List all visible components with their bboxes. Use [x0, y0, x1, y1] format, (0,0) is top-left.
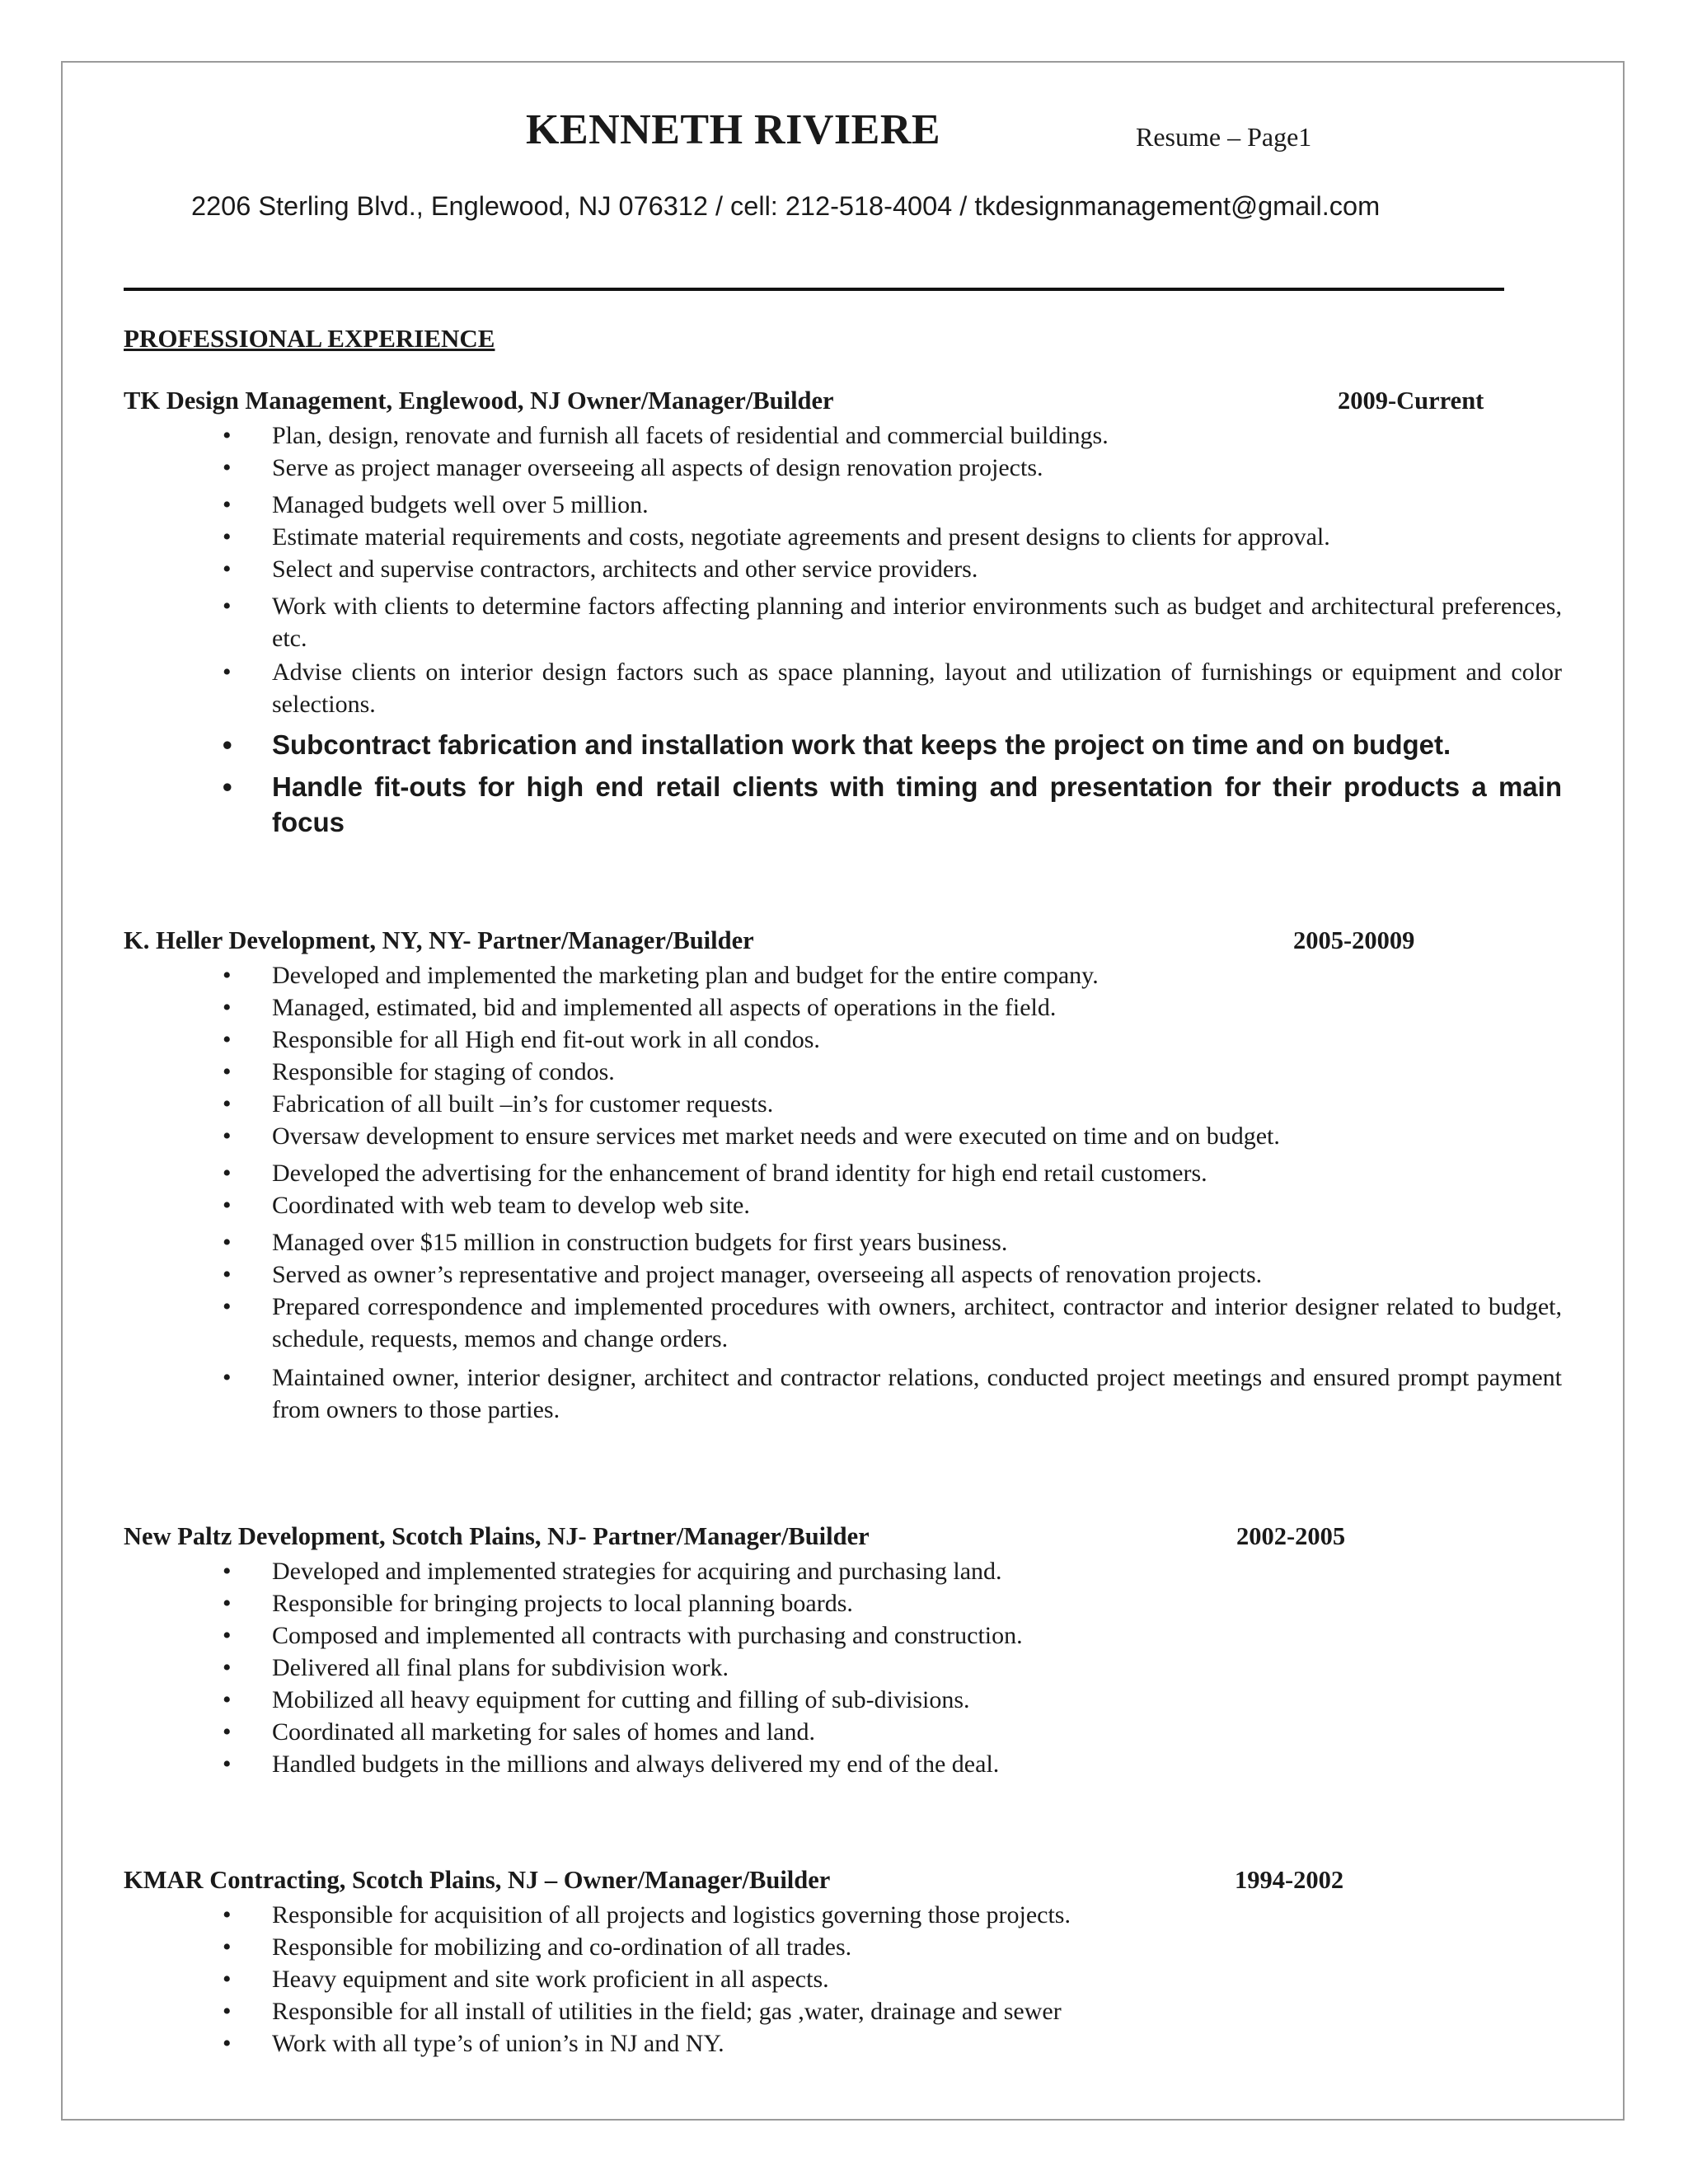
bullet-icon: •	[223, 1933, 232, 1961]
job-header	[124, 926, 1562, 959]
bullet-icon: •	[223, 658, 232, 686]
bullet-icon: •	[223, 1026, 232, 1053]
bullet-item: • Fabrication of all built –in’s for customer requests.	[124, 1088, 1562, 1120]
job-title: KMAR Contracting, Scotch Plains, NJ – Owner/Manager/Builder	[124, 1866, 831, 1894]
bullet-item: • Oversaw development to ensure services met market needs and were executed on time and on budget.	[124, 1120, 1562, 1152]
bullet-item: • Subcontract fabrication and installation work that keeps the project on time and on budget.	[124, 727, 1562, 762]
bullet-item: • Coordinated all marketing for sales of homes and land.	[124, 1716, 1562, 1748]
bullet-item: • Responsible for staging of condos.	[124, 1056, 1562, 1088]
bullet-icon: •	[223, 491, 232, 518]
bullet-item: • Developed and implemented strategies for acquiring and purchasing land.	[124, 1555, 1562, 1587]
bullet-list	[124, 959, 1562, 1426]
bullet-icon: •	[223, 994, 232, 1021]
bullet-item: • Composed and implemented all contracts with purchasing and construction.	[124, 1619, 1562, 1652]
job-title: K. Heller Development, NY, NY- Partner/Manager/Builder	[124, 926, 754, 954]
bullet-list	[124, 1555, 1562, 1780]
job-header	[124, 1866, 1562, 1899]
job-entry	[124, 1866, 1562, 2060]
job-entry	[124, 1522, 1562, 1780]
bullet-item: • Plan, design, renovate and furnish all facets of residential and commercial buildings.	[124, 419, 1562, 452]
bullet-icon: •	[223, 593, 232, 620]
bullet-item: • Managed budgets well over 5 million.	[124, 489, 1562, 521]
bullet-icon: •	[223, 555, 232, 583]
job-header	[124, 1522, 1562, 1555]
bullet-icon: •	[223, 422, 232, 449]
header-divider	[124, 288, 1504, 291]
bullet-icon: •	[223, 1590, 232, 1617]
bullet-item: • Delivered all final plans for subdivision work.	[124, 1652, 1562, 1684]
contact-line: 2206 Sterling Blvd., Englewood, NJ 076312 / cell: 212-518-4004 / tkdesignmanagement@gmail.com	[191, 191, 1381, 221]
bullet-icon: •	[223, 1966, 232, 1993]
job-dates: 2002-2005	[1236, 1522, 1346, 1550]
bullet-item: • Mobilized all heavy equipment for cutting and filling of sub-divisions.	[124, 1684, 1562, 1716]
bullet-list	[124, 1899, 1562, 2060]
bullet-item: • Managed, estimated, bid and implemented all aspects of operations in the field.	[124, 991, 1562, 1024]
bullet-icon: •	[223, 729, 232, 760]
bullet-icon: •	[223, 1122, 232, 1150]
bullet-icon: •	[223, 1364, 232, 1391]
bullet-item: • Prepared correspondence and implemented procedures with owners, architect, contractor and interior designer related to budget, schedule, requests, memos and change orders.	[124, 1291, 1562, 1355]
bullet-icon: •	[223, 1622, 232, 1649]
bullet-item: • Work with clients to determine factors affecting planning and interior environments such as budget and architectural preferences, etc.	[124, 590, 1562, 654]
bullet-icon: •	[223, 1998, 232, 2025]
job-title: New Paltz Development, Scotch Plains, NJ- Partner/Manager/Builder	[124, 1522, 870, 1550]
bullet-item: • Serve as project manager overseeing all aspects of design renovation projects.	[124, 452, 1562, 484]
job-dates: 1994-2002	[1235, 1866, 1344, 1894]
bullet-icon: •	[223, 1750, 232, 1778]
bullet-item: • Managed over $15 million in construction budgets for first years business.	[124, 1226, 1562, 1258]
bullet-icon: •	[223, 2030, 232, 2057]
bullet-icon: •	[223, 1901, 232, 1929]
bullet-icon: •	[223, 1090, 232, 1118]
bullet-item: • Work with all type’s of union’s in NJ and NY.	[124, 2027, 1562, 2060]
bullet-icon: •	[223, 1229, 232, 1256]
bullet-icon: •	[223, 1058, 232, 1085]
bullet-icon: •	[223, 1293, 232, 1320]
bullet-icon: •	[223, 1261, 232, 1288]
bullet-icon: •	[223, 962, 232, 989]
bullet-item: • Handled budgets in the millions and always delivered my end of the deal.	[124, 1748, 1562, 1780]
bullet-icon: •	[223, 1718, 232, 1746]
job-title: TK Design Management, Englewood, NJ Owner/Manager/Builder	[124, 387, 834, 415]
bullet-list	[124, 419, 1562, 840]
bullet-item: • Developed and implemented the marketing plan and budget for the entire company.	[124, 959, 1562, 991]
bullet-item: • Coordinated with web team to develop web site.	[124, 1189, 1562, 1221]
bullet-icon: •	[223, 1654, 232, 1681]
bullet-item: • Served as owner’s representative and project manager, overseeing all aspects of renovation projects.	[124, 1258, 1562, 1291]
bullet-item: • Select and supervise contractors, architects and other service providers.	[124, 553, 1562, 585]
job-header	[124, 387, 1562, 419]
candidate-name: KENNETH RIVIERE	[526, 106, 941, 153]
section-title: PROFESSIONAL EXPERIENCE	[124, 324, 495, 353]
bullet-item: • Advise clients on interior design factors such as space planning, layout and utilization of furnishings or equipment and color selections.	[124, 656, 1562, 720]
bullet-icon: •	[223, 454, 232, 481]
bullet-item: • Responsible for acquisition of all projects and logistics governing those projects.	[124, 1899, 1562, 1931]
bullet-item: • Responsible for all High end fit-out work in all condos.	[124, 1024, 1562, 1056]
bullet-icon: •	[223, 771, 232, 802]
job-entry	[124, 387, 1562, 840]
bullet-item: • Responsible for mobilizing and co-ordination of all trades.	[124, 1931, 1562, 1963]
bullet-icon: •	[223, 1558, 232, 1585]
bullet-icon: •	[223, 1160, 232, 1187]
bullet-item: • Responsible for all install of utilities in the field; gas ,water, drainage and sewer	[124, 1995, 1562, 2027]
bullet-icon: •	[223, 1686, 232, 1713]
page-label: Resume – Page1	[1136, 122, 1312, 152]
bullet-item: • Developed the advertising for the enhancement of brand identity for high end retail customers.	[124, 1157, 1562, 1189]
bullet-item: • Handle fit-outs for high end retail clients with timing and presentation for their products a main focus	[124, 769, 1562, 840]
bullet-item: • Maintained owner, interior designer, architect and contractor relations, conducted project meetings and ensured prompt payment from owners to those parties.	[124, 1361, 1562, 1426]
job-dates: 2009-Current	[1338, 387, 1484, 415]
job-entry	[124, 926, 1562, 1426]
job-dates: 2005-20009	[1293, 926, 1415, 954]
bullet-icon: •	[223, 523, 232, 551]
bullet-icon: •	[223, 1192, 232, 1219]
bullet-item: • Heavy equipment and site work proficient in all aspects.	[124, 1963, 1562, 1995]
bullet-item: • Estimate material requirements and costs, negotiate agreements and present designs to clients for approval.	[124, 521, 1562, 553]
bullet-item: • Responsible for bringing projects to local planning boards.	[124, 1587, 1562, 1619]
